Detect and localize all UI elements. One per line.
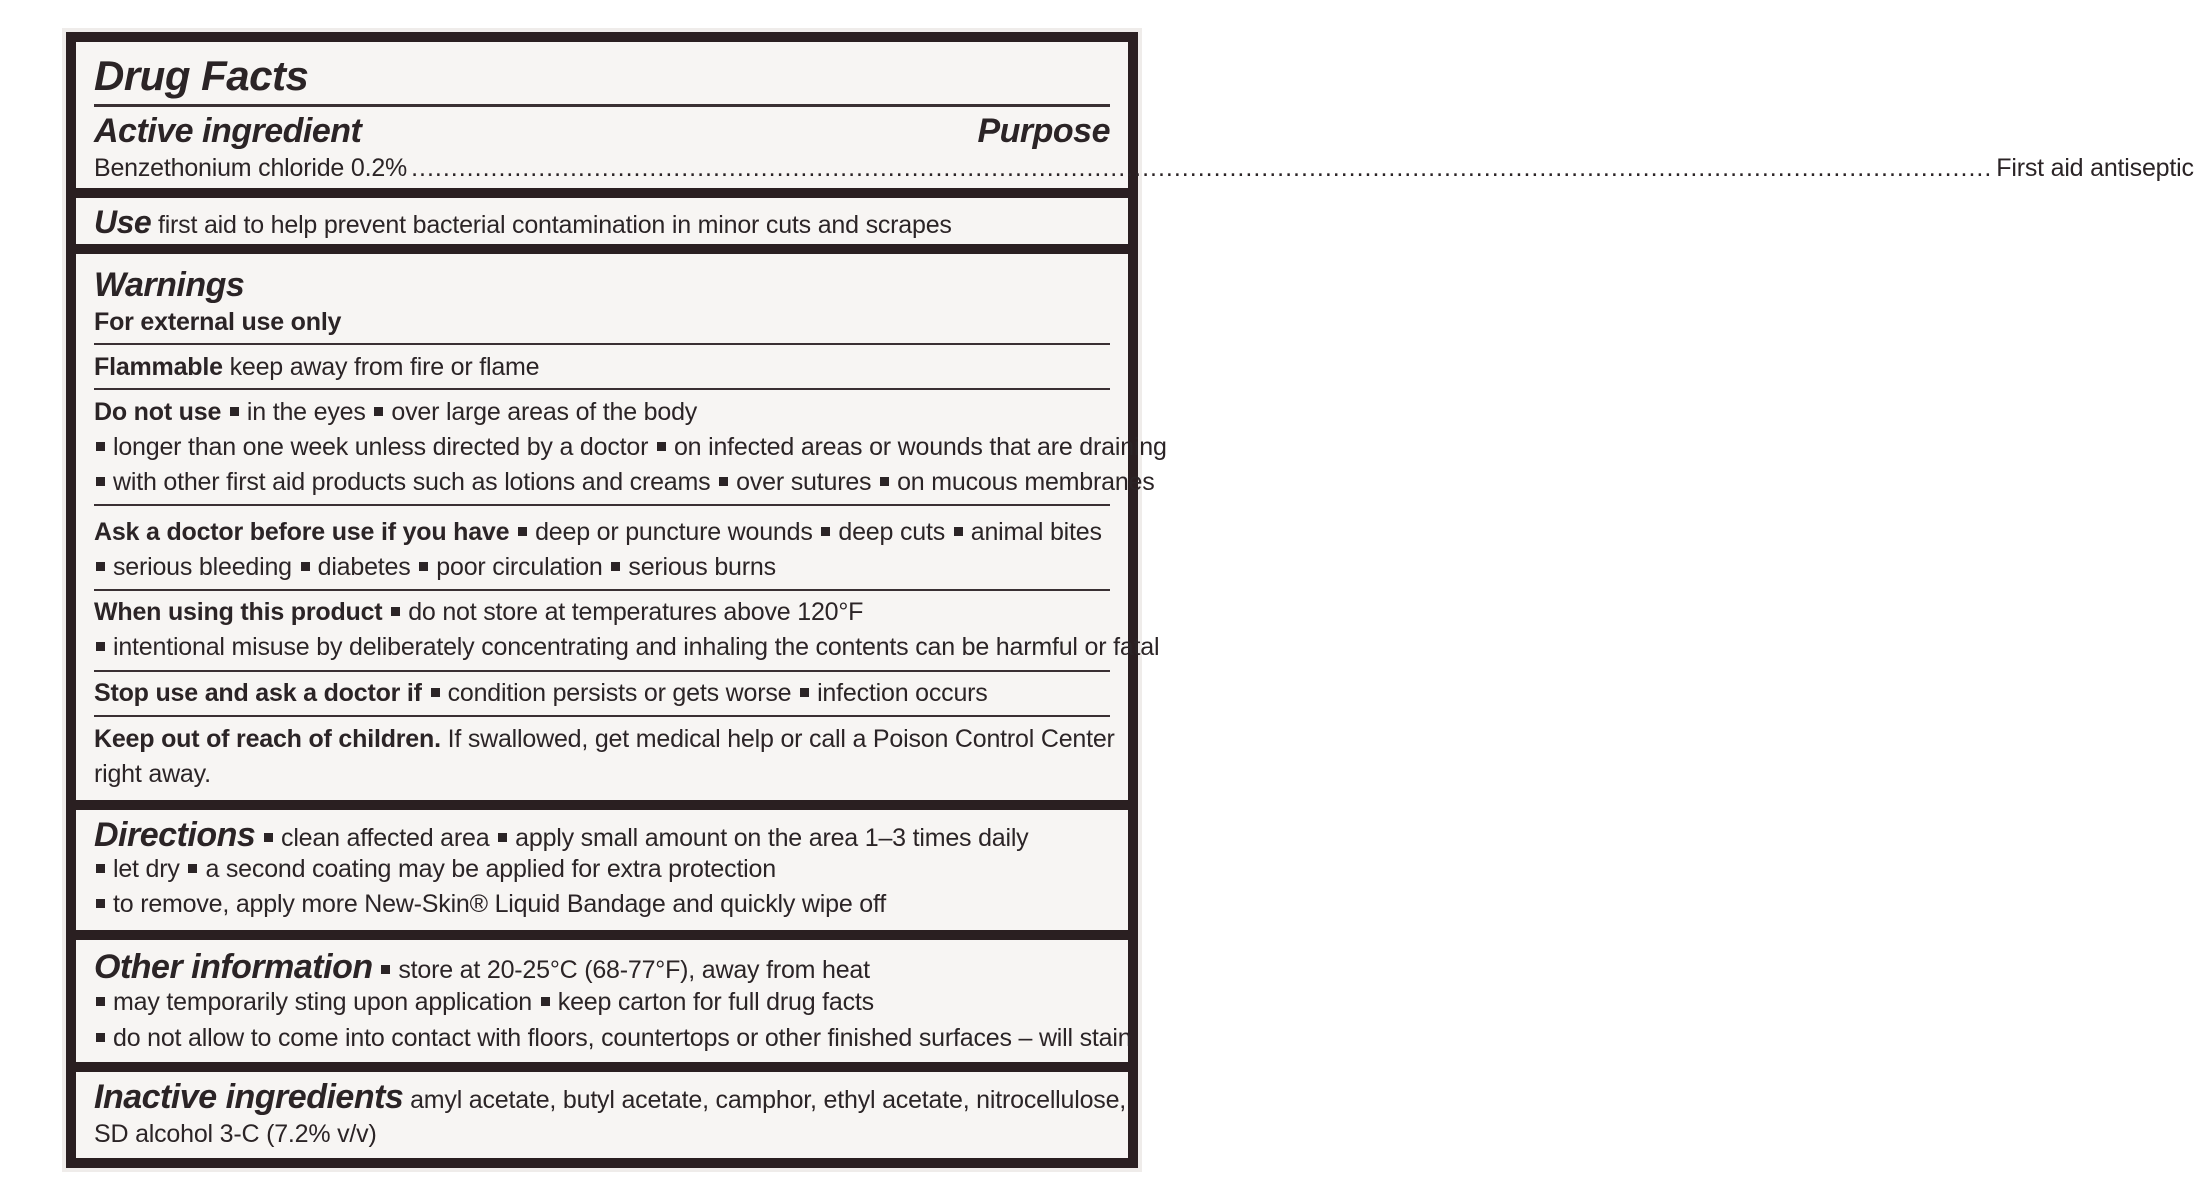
ask-doctor-item: diabetes [317, 553, 411, 581]
flammable-label: Flammable [94, 353, 223, 381]
do-not-use-line-2 [94, 433, 1167, 462]
keep-out-label: Keep out of reach of children. [94, 725, 441, 753]
bullet-icon [96, 562, 105, 571]
directions-box [76, 810, 1128, 930]
do-not-use-line-3 [94, 468, 1155, 497]
active-ingredient-box [76, 42, 2194, 188]
when-using-line-2 [94, 633, 1160, 662]
when-using-line-1 [94, 598, 1110, 627]
bullet-icon [188, 864, 197, 873]
other-info-line-2 [94, 988, 1110, 1017]
directions-line-3 [94, 890, 1110, 919]
warnings-rule-4 [94, 589, 1110, 591]
warnings-rule-3 [94, 504, 1110, 506]
other-info-item: do not allow to come into contact with floors, countertops or other finished surfaces – will stain [113, 1024, 1132, 1052]
keep-out-text: If swallowed, get medical help or call a Poison Control Center [447, 725, 1115, 753]
active-ingredient-row [94, 154, 2194, 183]
ask-doctor-line-2 [94, 553, 1110, 582]
ask-doctor-item: animal bites [970, 518, 1102, 546]
bullet-icon [541, 997, 550, 1006]
bullet-icon [96, 442, 105, 451]
bullet-icon [431, 688, 440, 697]
other-info-heading: Other information [94, 948, 373, 986]
other-info-item: keep carton for full drug facts [557, 988, 874, 1016]
drug-facts-title: Drug Facts [94, 52, 309, 99]
warnings-rule-6 [94, 715, 1110, 717]
other-info-item: store at 20-25°C (68-77°F), away from heat [398, 956, 870, 984]
ask-doctor-item: deep cuts [838, 518, 946, 546]
do-not-use-line-1 [94, 398, 1110, 427]
bullet-icon [419, 562, 428, 571]
directions-line-2 [94, 855, 1110, 884]
warnings-heading: Warnings [94, 266, 245, 304]
directions-heading: Directions [94, 816, 256, 854]
do-not-use-item: over sutures [736, 468, 872, 496]
title-rule [94, 104, 1110, 107]
stop-use-item: infection occurs [817, 679, 988, 707]
bullet-icon [800, 688, 809, 697]
bullet-icon [880, 477, 889, 486]
do-not-use-label: Do not use [94, 398, 222, 426]
inactive-line-2: SD alcohol 3-C (7.2% v/v) [94, 1120, 377, 1148]
do-not-use-item: longer than one week unless directed by a doctor [113, 433, 649, 461]
bullet-icon [96, 642, 105, 651]
warnings-rule-1 [94, 343, 1110, 345]
inactive-text: amyl acetate, butyl acetate, camphor, ethyl acetate, nitrocellulose, [410, 1086, 1127, 1114]
other-info-line-3 [94, 1024, 1132, 1053]
ask-doctor-item: poor circulation [436, 553, 603, 581]
directions-item: let dry [113, 855, 180, 883]
do-not-use-item: on mucous membranes [897, 468, 1155, 496]
other-info-line-1 [94, 948, 1110, 987]
inactive-heading: Inactive ingredients [94, 1078, 404, 1116]
bullet-icon [657, 442, 666, 451]
flammable-row [94, 353, 1110, 382]
bullet-icon [391, 607, 400, 616]
bullet-icon [96, 899, 105, 908]
warnings-box [76, 254, 1167, 800]
bullet-icon [96, 997, 105, 1006]
bullet-icon [374, 407, 383, 416]
stop-use-row [94, 679, 1110, 708]
when-using-item: intentional misuse by deliberately concentrating and inhaling the contents can be harmful or fatal [113, 633, 1160, 661]
do-not-use-item: with other first aid products such as lotions and creams [113, 468, 711, 496]
bullet-icon [96, 1033, 105, 1042]
bullet-icon [230, 407, 239, 416]
external-use-text: For external use only [94, 308, 342, 336]
warnings-rule-2 [94, 388, 1110, 390]
directions-item: clean affected area [281, 824, 490, 852]
bullet-icon [954, 527, 963, 536]
warnings-rule-5 [94, 670, 1110, 672]
bullet-icon [96, 864, 105, 873]
do-not-use-item: on infected areas or wounds that are draining [673, 433, 1167, 461]
stop-use-item: condition persists or gets worse [447, 679, 792, 707]
bullet-icon [719, 477, 728, 486]
when-using-item: do not store at temperatures above 120°F [408, 598, 864, 626]
bullet-icon [381, 965, 390, 974]
bullet-icon [821, 527, 830, 536]
bullet-icon [301, 562, 310, 571]
other-information-box [76, 940, 1132, 1062]
directions-item: a second coating may be applied for extra protection [205, 855, 776, 883]
bullet-icon [498, 833, 507, 842]
do-not-use-item: in the eyes [246, 398, 366, 426]
dot-leader: ....................................................................................................................................................................................................... [411, 154, 1993, 182]
directions-item: to remove, apply more New-Skin® Liquid Bandage and quickly wipe off [113, 890, 887, 918]
bullet-icon [611, 562, 620, 571]
do-not-use-item: over large areas of the body [391, 398, 698, 426]
flammable-text: keep away from fire or flame [229, 353, 540, 381]
ingredient-name: Benzethonium chloride 0.2% [94, 154, 408, 182]
use-heading: Use [94, 204, 152, 240]
bullet-icon [96, 477, 105, 486]
active-ingredient-heading: Active ingredient [94, 112, 362, 150]
use-box [76, 198, 1128, 244]
ask-doctor-label: Ask a doctor before use if you have [94, 518, 510, 546]
bullet-icon [518, 527, 527, 536]
purpose-heading: Purpose [977, 112, 1110, 150]
bullet-icon [264, 833, 273, 842]
when-using-label: When using this product [94, 598, 383, 626]
ask-doctor-item: deep or puncture wounds [535, 518, 813, 546]
directions-item: apply small amount on the area 1–3 times daily [515, 824, 1029, 852]
other-info-item: may temporarily sting upon application [113, 988, 533, 1016]
stop-use-label: Stop use and ask a doctor if [94, 679, 422, 707]
inactive-ingredients-box [76, 1072, 1128, 1158]
keep-out-line-2: right away. [94, 760, 211, 788]
inactive-line-1 [94, 1078, 1127, 1117]
directions-line-1 [94, 816, 1110, 855]
use-row [94, 204, 1110, 241]
ask-doctor-line-1 [94, 518, 1110, 547]
keep-out-line-1 [94, 725, 1115, 754]
ask-doctor-item: serious bleeding [113, 553, 292, 581]
ingredient-purpose: First aid antiseptic [1996, 154, 2194, 182]
ask-doctor-item: serious burns [628, 553, 776, 581]
use-text: first aid to help prevent bacterial contamination in minor cuts and scrapes [157, 211, 952, 239]
